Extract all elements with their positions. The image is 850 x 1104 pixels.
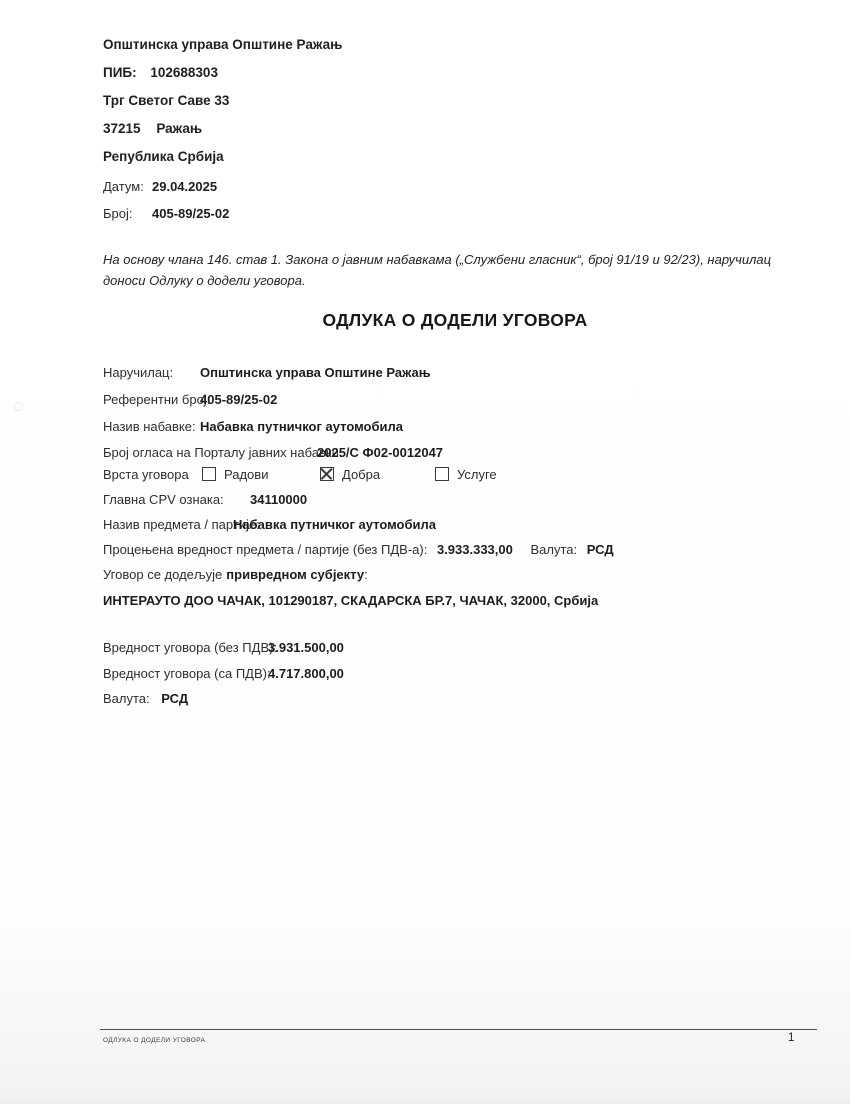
- subject-name-row: [103, 516, 436, 534]
- date-line: [103, 178, 218, 196]
- footer-divider: [100, 1029, 817, 1030]
- subject-name-label: Назив предмета / партије:: [103, 517, 260, 532]
- contract-value-incl-vat-label: Вредност уговора (са ПДВ):: [103, 666, 271, 681]
- procurement-name-row: [103, 418, 403, 436]
- cpv-code-value: 34110000: [250, 492, 308, 507]
- currency-value: РСД: [161, 691, 189, 706]
- portal-notice-value: 2025/С Ф02-0012047: [317, 445, 444, 460]
- buyer-value: Општинска управа Општине Ражањ: [200, 365, 431, 380]
- pib-line: [103, 64, 218, 82]
- award-sentence-prefix: Уговор се додељује: [103, 567, 223, 582]
- buyer-label: Наручилац:: [103, 365, 174, 380]
- reference-number-label: Референтни број:: [103, 392, 211, 407]
- award-sentence-suffix: :: [364, 567, 368, 582]
- footer-doc-label: ОДЛУКА О ДОДЕЛИ УГОВОРА: [103, 1037, 206, 1044]
- scan-speck: [14, 402, 23, 411]
- estimated-currency-label: Валута:: [530, 542, 578, 557]
- procurement-name-label: Назив набавке:: [103, 419, 196, 434]
- contract-type-option-usluge-label: Услуге: [457, 467, 497, 482]
- estimated-currency-value: РСД: [586, 542, 614, 557]
- portal-notice-row: [103, 444, 444, 462]
- city: Ражањ: [156, 121, 203, 136]
- contract-type-option-dobra-label: Добра: [342, 467, 381, 482]
- currency-row: [103, 690, 188, 708]
- number-label: Број:: [103, 206, 133, 221]
- date-value: 29.04.2025: [152, 179, 218, 194]
- subject-name-value: Набавка путничког аутомобила: [233, 517, 436, 532]
- legal-preamble: На основу члана 146. став 1. Закона о јавним набавкама („Службени гласник“, број 91/19 и 92/23), наручилац доноси Одлуку о додели уговора.: [103, 252, 772, 288]
- estimated-value-amount: 3.933.333,00: [436, 542, 513, 557]
- contract-value-excl-vat-row: [103, 639, 344, 657]
- pib-value: 102688303: [150, 65, 218, 80]
- cpv-code-row: [103, 491, 308, 509]
- estimated-value-row: [103, 541, 614, 559]
- contract-value-excl-vat-label: Вредност уговора (без ПДВ):: [103, 640, 278, 655]
- contract-type-option-dobra: [320, 466, 380, 484]
- contract-type-row: [103, 466, 497, 484]
- procurement-name-value: Набавка путничког аутомобила: [200, 419, 403, 434]
- award-sentence-bold: привредном субјекту: [226, 567, 365, 582]
- reference-number-row: [103, 391, 278, 409]
- cpv-code-label: Главна CPV ознака:: [103, 492, 224, 507]
- portal-notice-label: Број огласа на Порталу јавних набавки:: [103, 445, 343, 460]
- contract-type-option-radovi: [202, 466, 268, 484]
- estimated-value-label: Процењена вредност предмета / партије (без ПДВ-а):: [103, 542, 428, 557]
- checkbox-dobra-icon: [320, 467, 334, 481]
- reference-number-value: 405-89/25-02: [200, 392, 278, 407]
- street-address: Трг Светог Саве 33: [103, 93, 230, 108]
- page-number: 1: [788, 1032, 795, 1044]
- contract-type-option-usluge: [435, 466, 497, 484]
- checkbox-usluge-icon: [435, 467, 449, 481]
- org-name: Општинска управа Општине Ражањ: [103, 37, 343, 52]
- contract-value-incl-vat-value: 4.717.800,00: [268, 666, 344, 681]
- date-label: Датум:: [103, 179, 144, 194]
- contract-type-option-radovi-label: Радови: [224, 467, 269, 482]
- checkbox-radovi-icon: [202, 467, 216, 481]
- buyer-row: [103, 364, 431, 382]
- contract-value-excl-vat-value: 3.931.500,00: [268, 640, 344, 655]
- contract-value-incl-vat-row: [103, 665, 344, 683]
- award-sentence: [103, 566, 368, 584]
- pib-label: ПИБ:: [103, 65, 137, 80]
- number-value: 405-89/25-02: [152, 206, 230, 221]
- page-title: ОДЛУКА О ДОДЕЛИ УГОВОРА: [322, 310, 588, 330]
- postal-code: 37215: [103, 121, 141, 136]
- contract-type-label: Врста уговора: [103, 467, 189, 482]
- currency-label: Валута:: [103, 691, 150, 706]
- postal-city-line: [103, 120, 202, 138]
- country: Република Србија: [103, 149, 224, 164]
- number-line: [103, 205, 230, 223]
- awardee-line: ИНТЕРАУТО ДОО ЧАЧАК, 101290187, СКАДАРСКА БР.7, ЧАЧАК, 32000, Србија: [103, 593, 599, 608]
